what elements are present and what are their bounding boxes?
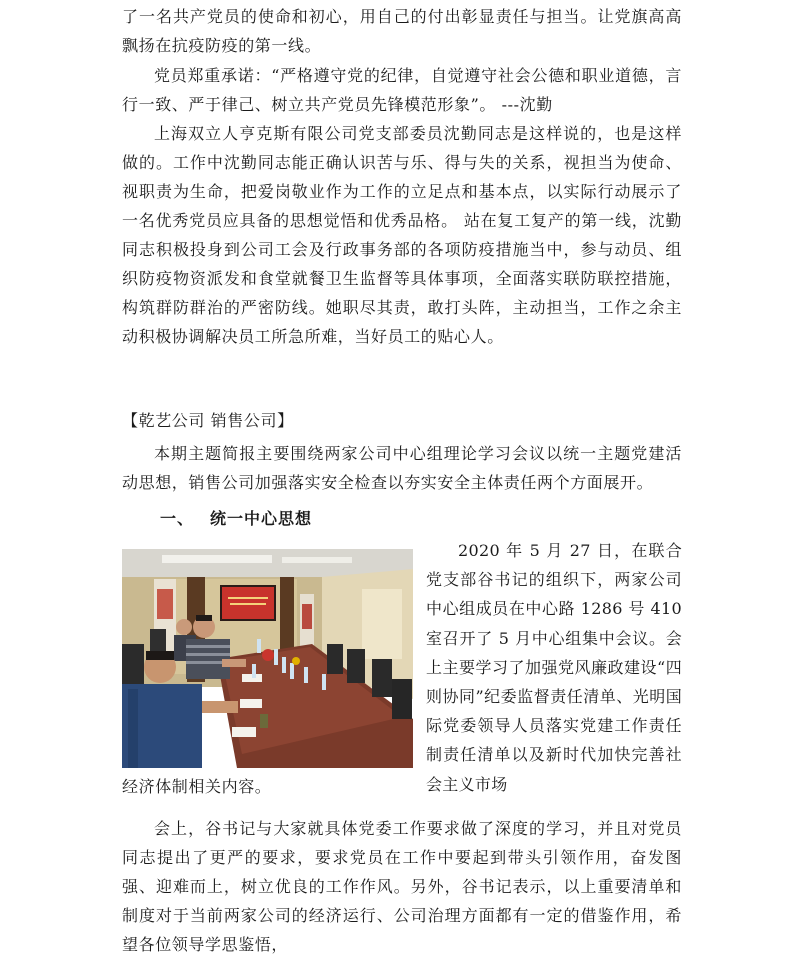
meeting-photo — [122, 549, 413, 768]
paragraph-top: 了一名共产党员的使命和初心，用自己的付出彰显责任与担当。让党旗高高飘扬在抗疫防疫的第一线。 — [122, 7, 682, 55]
paragraph-meeting-side: 2020 年 5 月 27 日，在联合党支部谷书记的组织下，两家公司中心组成员在中心路 1286 号 410 室召开了 5 月中心组集中会议。会上主要学习了加强党风廉政建设“四则协同”纪委监督责任清单、光明国际党委领导人员落实党建工作责任制责任清单以及新时代加快完善社会主义市场 — [426, 541, 682, 794]
paragraph-bottom: 会上，谷书记与大家就具体党委工作要求做了深度的学习，并且对党员同志提出了更严的要求，要求党员在工作中要起到带头引领作用，奋发图强、迎难而上，树立优良的工作作风。另外，谷书记表示，以上重要清单和制度对于当前两家公司的经济运行、公司治理方面都有一定的借鉴作用，希望各位领导学思鉴悟， — [122, 819, 682, 954]
heading-number: 一、 — [160, 509, 195, 528]
heading-title: 统一中心思想 — [210, 509, 313, 528]
paragraph-meeting-tail: 经济体制相关内容。 — [122, 777, 272, 796]
paragraph-shenqin: 上海双立人亨克斯有限公司党支部委员沈勤同志是这样说的，也是这样做的。工作中沈勤同志能正确认识苦与乐、得与失的关系，视担当为使命、视职责为生命，把爱岗敬业作为工作的立足点和基本点，以实际行动展示了一名优秀党员应具备的思想觉悟和优秀品格。 站在复工复产的第一线，沈勤同志积极投身到公司工会及行政事务部的各项防疫措施当中，参与动员、组织防疫物资派发和食堂就餐卫生监督等具体事项，全面落实联防联控措施，构筑群防群治的严密防线。她职尽其责，敢打头阵，主动担当，工作之余主动积极协调解决员工所急所难，当好员工的贴心人。 — [122, 124, 682, 346]
section-tag: 【乾艺公司 销售公司】 — [122, 411, 294, 430]
section-heading — [160, 504, 312, 533]
paragraph-intro: 本期主题简报主要围绕两家公司中心组理论学习会议以统一主题党建活动思想，销售公司加强落实安全检查以夯实安全主体责任两个方面展开。 — [122, 444, 682, 492]
paragraph-pledge: 党员郑重承诺：“严格遵守党的纪律，自觉遵守社会公德和职业道德，言行一致、严于律己、树立共产党员先锋模范形象”。 ---沈勤 — [122, 66, 682, 114]
